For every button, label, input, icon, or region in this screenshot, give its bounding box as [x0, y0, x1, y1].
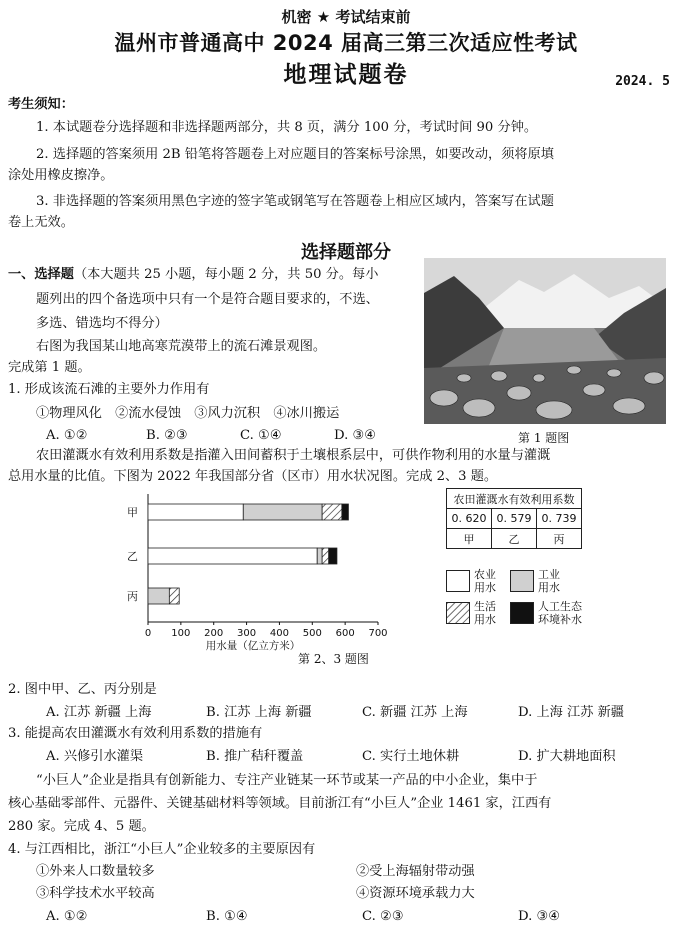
x-tick-label: 600	[335, 628, 355, 639]
part1-intro-line1	[8, 265, 378, 284]
legend-swatch-domestic	[446, 602, 470, 624]
q3-option-c: C. 实行土地休耕	[362, 749, 460, 764]
table-cell-label: 乙	[492, 529, 537, 549]
paper-title: 地理试题卷	[283, 62, 409, 88]
q1-stem-line1: 右图为我国某山地高寒荒漠带上的流石滩景观图。	[36, 339, 327, 354]
part1-intro-text: （本大题共 25 小题，每小题 2 分，共 50 分。每小	[73, 267, 379, 282]
photo-caption: 第 1 题图	[518, 431, 570, 445]
q3-option-a: A. 兴修引水灌渠	[46, 749, 144, 764]
notice-item-3: 3. 非选择题的答案须用黑色字迹的签字笔或钢笔写在答题卷上相应区域内，答案写在试题	[36, 194, 554, 209]
bar-agriculture	[148, 548, 317, 564]
bar-ecological	[329, 548, 337, 564]
q45-stem-line3: 280 家。完成 4、5 题。	[8, 819, 155, 834]
q23-stem-line2: 总用水量的比值。下图为 2022 年我国部分省（区市）用水状况图。完成 2、3 题。	[8, 469, 498, 484]
q1-option-c: C. ①④	[240, 428, 282, 443]
x-tick-label: 100	[171, 628, 191, 639]
legend-swatch-industry	[510, 570, 534, 592]
table-cell-label: 甲	[447, 529, 492, 549]
legend-label-agriculture: 农业 用水	[474, 568, 496, 594]
x-tick-label: 300	[237, 628, 257, 639]
notice-item-2-cont: 涂处用橡皮擦净。	[8, 168, 114, 183]
part1-intro-line3: 多选、错选均不得分）	[36, 316, 168, 331]
q3-question: 3. 能提高农田灌溉水有效利用系数的措施有	[8, 726, 263, 741]
x-tick-label: 200	[204, 628, 224, 639]
scree-slope-photo	[424, 258, 666, 424]
x-tick-label: 500	[302, 628, 322, 639]
legend-swatch-ecological	[510, 602, 534, 624]
q2-option-b: B. 江苏 上海 新疆	[206, 705, 312, 720]
legend-swatch-agriculture	[446, 570, 470, 592]
category-label: 丙	[127, 590, 138, 603]
q4-statement-1: ①外来人口数量较多	[36, 864, 155, 879]
q45-stem-line1: “小巨人”企业是指具有创新能力、专注产业链某一环节或某一产品的中小企业，集中于	[36, 773, 538, 788]
x-axis-label: 用水量（亿立方米）	[205, 640, 301, 652]
q1-option-d: D. ③④	[334, 428, 377, 443]
q1-stem-line2: 完成第 1 题。	[8, 360, 91, 375]
chart-caption: 第 2、3 题图	[298, 652, 369, 666]
part1-label: 一、选择题	[8, 267, 74, 282]
q4-option-b: B. ①④	[206, 909, 248, 924]
q23-stem-line1: 农田灌溉水有效利用系数是指灌入田间蓄积于土壤根系层中，可供作物利用的水量与灌溉	[36, 448, 551, 463]
section-title: 选择题部分	[301, 242, 391, 263]
q1-option-a: A. ①②	[46, 428, 88, 443]
x-tick-label: 400	[269, 628, 289, 639]
exam-title: 温州市普通高中 2024 届高三第三次适应性考试	[114, 31, 578, 55]
q2-option-d: D. 上海 江苏 新疆	[518, 705, 624, 720]
bar-ecological	[342, 504, 349, 520]
q2-question: 2. 图中甲、乙、丙分别是	[8, 682, 157, 697]
x-tick-label: 700	[368, 628, 388, 639]
table-cell-value: 0. 739	[537, 509, 582, 529]
notice-heading: 考生须知：	[8, 97, 74, 112]
q2-option-c: C. 新疆 江苏 上海	[362, 705, 468, 720]
bar-agriculture	[148, 504, 243, 520]
bar-industry	[243, 504, 322, 520]
legend-label-domestic: 生活 用水	[474, 600, 496, 626]
q4-option-d: D. ③④	[518, 909, 561, 924]
q1-question: 1. 形成该流石滩的主要外力作用有	[8, 382, 210, 397]
q3-option-b: B. 推广秸秆覆盖	[206, 749, 304, 764]
q2-option-a: A. 江苏 新疆 上海	[46, 705, 152, 720]
x-tick-label: 0	[144, 628, 152, 639]
table-cell-value: 0. 620	[447, 509, 492, 529]
bar-domestic	[322, 548, 329, 564]
q45-stem-line2: 核心基础零部件、元器件、关键基础材料等领域。目前浙江有“小巨人”企业 1461 家，江西有	[8, 796, 552, 811]
table-cell-value: 0. 579	[492, 509, 537, 529]
q4-question: 4. 与江西相比，浙江“小巨人”企业较多的主要原因有	[8, 842, 316, 857]
bar-domestic	[169, 588, 179, 604]
table-cell-label: 丙	[537, 529, 582, 549]
legend-label-ecological: 人工生态 环境补水	[538, 600, 582, 626]
notice-item-1: 1. 本试题卷分选择题和非选择题两部分，共 8 页，满分 100 分，考试时间 90 分钟。	[36, 120, 538, 135]
q4-statement-2: ②受上海辐射带动强	[356, 864, 475, 879]
q4-statement-3: ③科学技术水平较高	[36, 886, 155, 901]
category-label: 甲	[127, 506, 138, 519]
bar-industry	[148, 588, 169, 604]
water-usage-chart	[118, 492, 438, 652]
q4-option-c: C. ②③	[362, 909, 404, 924]
confidential-notice: 机密 ★ 考试结束前	[281, 8, 411, 26]
exam-date: 2024. 5	[615, 74, 670, 89]
legend-label-industry: 工业 用水	[538, 568, 560, 594]
notice-item-2: 2. 选择题的答案须用 2B 铅笔将答题卷上对应题目的答案标号涂黑，如要改动，须将原填	[36, 147, 554, 162]
bar-domestic	[322, 504, 342, 520]
irrigation-coefficient-table	[446, 488, 582, 549]
category-label: 乙	[127, 550, 138, 563]
notice-item-3-cont: 卷上无效。	[8, 215, 74, 230]
q1-option-b: B. ②③	[146, 428, 188, 443]
q4-statement-4: ④资源环境承载力大	[356, 886, 475, 901]
bar-industry	[317, 548, 322, 564]
part1-intro-line2: 题列出的四个备选项中只有一个是符合题目要求的，不选、	[36, 292, 379, 307]
table-title: 农田灌溉水有效利用系数	[447, 489, 582, 509]
q4-option-a: A. ①②	[46, 909, 88, 924]
q1-statements: ①物理风化 ②流水侵蚀 ③风力沉积 ④冰川搬运	[36, 406, 340, 421]
q3-option-d: D. 扩大耕地面积	[518, 749, 616, 764]
